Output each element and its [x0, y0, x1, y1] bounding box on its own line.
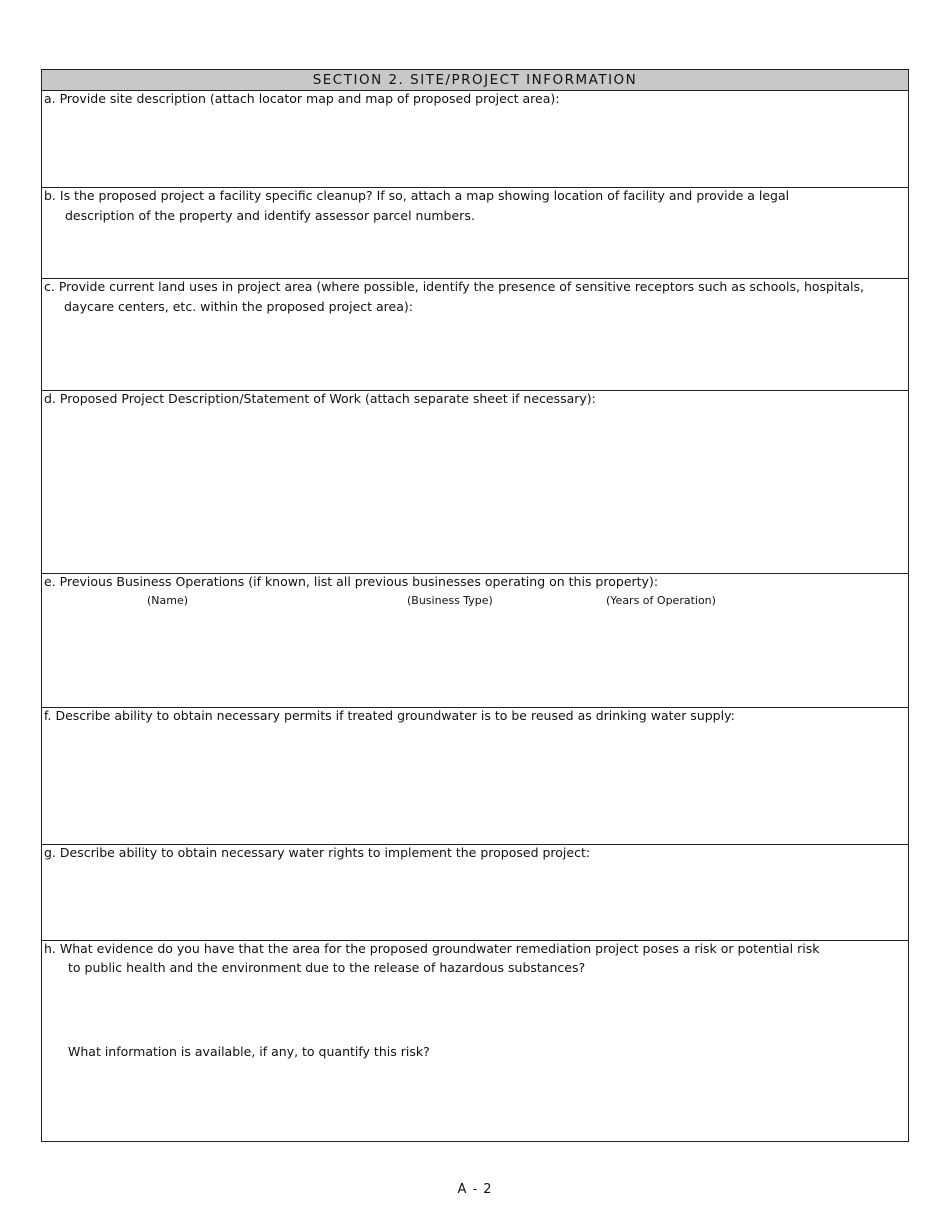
- item-g-field[interactable]: [42, 844, 908, 940]
- item-g-label: g. Describe ability to obtain necessary water rights to implement the proposed project:: [44, 845, 591, 860]
- page-number: A - 2: [457, 1182, 493, 1197]
- site-project-form: [41, 69, 909, 1142]
- item-a-field[interactable]: [42, 91, 908, 187]
- item-c-label-line2: daycare centers, etc. within the proposed project area):: [64, 299, 413, 314]
- column-name-label: (Name): [147, 594, 189, 607]
- column-business-type-label: (Business Type): [407, 594, 493, 607]
- item-b-label-line1: b. Is the proposed project a facility specific cleanup? If so, attach a map showing location of facility and provide a legal: [44, 188, 790, 203]
- item-e-field[interactable]: [42, 573, 908, 707]
- column-years-label: (Years of Operation): [606, 594, 716, 607]
- item-h-label-line3: What information is available, if any, to quantify this risk?: [68, 1044, 430, 1059]
- item-h-field[interactable]: [42, 940, 908, 1141]
- item-a-label: a. Provide site description (attach locator map and map of proposed project area):: [44, 91, 560, 106]
- item-c-field[interactable]: [42, 278, 908, 390]
- item-h-label-line2: to public health and the environment due to the release of hazardous substances?: [68, 960, 586, 975]
- item-e-label: e. Previous Business Operations (if known, list all previous businesses operating on this property):: [44, 574, 659, 589]
- item-f-field[interactable]: [42, 707, 908, 844]
- item-b-label-line2: description of the property and identify assessor parcel numbers.: [65, 208, 475, 223]
- item-d-field[interactable]: [42, 390, 908, 573]
- item-c-label-line1: c. Provide current land uses in project area (where possible, identify the presence of sensitive receptors such as schools, hospitals,: [44, 279, 864, 294]
- item-f-label: f. Describe ability to obtain necessary permits if treated groundwater is to be reused as drinking water supply:: [44, 708, 735, 723]
- section-title: SECTION 2. SITE/PROJECT INFORMATION: [42, 70, 908, 91]
- item-h-label-line1: h. What evidence do you have that the area for the proposed groundwater remediation project poses a risk or potential risk: [44, 941, 820, 956]
- item-d-label: d. Proposed Project Description/Statement of Work (attach separate sheet if necessary):: [44, 391, 596, 406]
- item-b-field[interactable]: [42, 187, 908, 278]
